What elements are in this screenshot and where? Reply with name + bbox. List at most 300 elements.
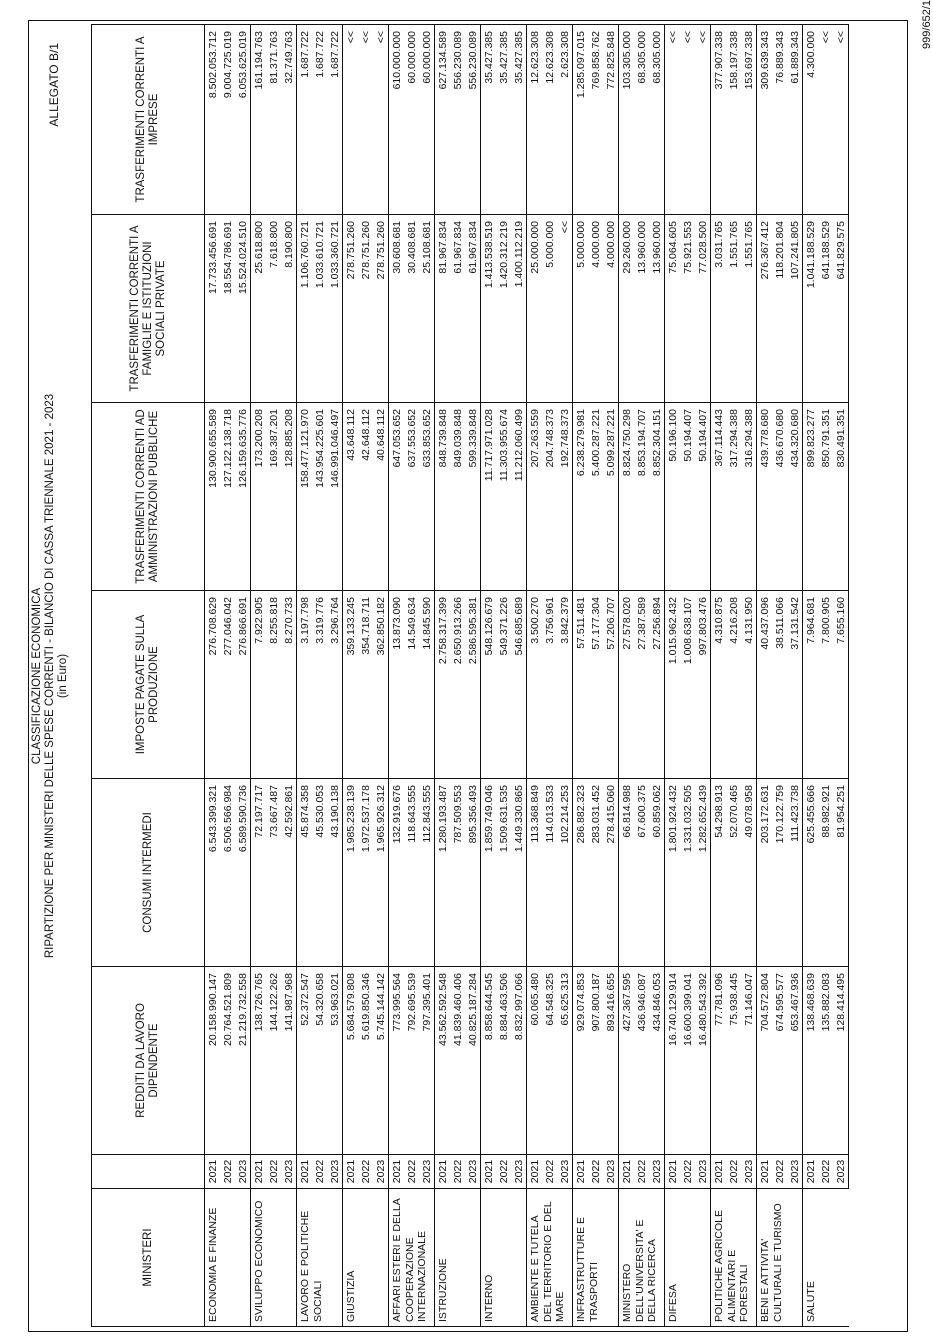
value-cell: << <box>343 25 359 215</box>
value-cell: 13.960.000 <box>634 215 649 403</box>
value-cell: 113.368.849 <box>527 779 543 967</box>
year-cell: 2021 <box>803 1155 819 1189</box>
table-row <box>266 25 281 1327</box>
table-row <box>833 25 849 1327</box>
value-cell: 436.670.680 <box>772 403 787 591</box>
value-cell: 130.900.655.589 <box>205 403 221 591</box>
value-cell: 112.843.555 <box>419 779 435 967</box>
year-cell: 2021 <box>251 1155 267 1189</box>
year-cell: 2023 <box>833 1155 849 1189</box>
value-cell: 1.551.765 <box>741 215 757 403</box>
table-row <box>619 25 635 1327</box>
value-cell: 29.260.000 <box>619 215 635 403</box>
value-cell: 276.866.691 <box>235 591 251 779</box>
heading-title: RIPARTIZIONE PER MINISTERI DELLE SPESE CORRENTI - BILANCIO DI CASSA TRIENNALE 2021 - 2023 <box>44 393 56 959</box>
value-cell: 3.319.776 <box>312 591 327 779</box>
table-row <box>419 25 435 1327</box>
value-cell: 1.015.962.432 <box>665 591 681 779</box>
year-cell: 2023 <box>373 1155 389 1189</box>
value-cell: 769.858.762 <box>588 25 603 215</box>
value-cell: << <box>680 25 695 215</box>
table-row <box>297 25 313 1327</box>
column-header <box>92 1155 205 1189</box>
year-cell: 2021 <box>573 1155 589 1189</box>
year-cell: 2022 <box>266 1155 281 1189</box>
value-cell: 377.907.338 <box>711 25 727 215</box>
value-cell: 161.194.763 <box>251 25 267 215</box>
value-cell: 12.623.308 <box>542 25 557 215</box>
year-cell: 2021 <box>619 1155 635 1189</box>
value-cell: 53.963.021 <box>327 967 343 1155</box>
value-cell: 5.400.287.221 <box>588 403 603 591</box>
value-cell: 1.965.926.312 <box>373 779 389 967</box>
year-cell: 2023 <box>465 1155 481 1189</box>
table-row <box>205 25 221 1327</box>
value-cell: 77.781.096 <box>711 967 727 1155</box>
value-cell: 45.530.053 <box>312 779 327 967</box>
year-cell: 2022 <box>450 1155 465 1189</box>
value-cell: 8.502.053.712 <box>205 25 221 215</box>
year-cell: 2022 <box>772 1155 787 1189</box>
value-cell: 27.387.589 <box>634 591 649 779</box>
value-cell: 929.074.853 <box>573 967 589 1155</box>
value-cell: 27.578.020 <box>619 591 635 779</box>
value-cell: 3.756.961 <box>542 591 557 779</box>
value-cell: 11.303.955.674 <box>496 403 511 591</box>
table-row <box>435 25 451 1327</box>
value-cell: 359.133.245 <box>343 591 359 779</box>
value-cell: 9.004.725.019 <box>220 25 235 215</box>
value-cell: 75.921.553 <box>680 215 695 403</box>
column-header: TRASFERIMENTI CORRENTI AD AMMINISTRAZIONI PUBBLICHE <box>92 403 205 591</box>
value-cell: 1.972.537.178 <box>358 779 373 967</box>
ministry-name: INFRASTRUTTURE E TRASPORTI <box>573 1189 619 1327</box>
value-cell: 54.298.913 <box>711 779 727 967</box>
expenses-table <box>91 24 849 1327</box>
value-cell: 25.618.800 <box>251 215 267 403</box>
value-cell: 278.751.260 <box>343 215 359 403</box>
value-cell: << <box>373 25 389 215</box>
value-cell: 76.889.343 <box>772 25 787 215</box>
year-cell: 2021 <box>665 1155 681 1189</box>
value-cell: 114.013.533 <box>542 779 557 967</box>
value-cell: 1.509.631.535 <box>496 779 511 967</box>
value-cell: 309.639.343 <box>757 25 773 215</box>
value-cell: 8.824.750.298 <box>619 403 635 591</box>
value-cell: 5.000.000 <box>542 215 557 403</box>
value-cell: << <box>557 215 573 403</box>
value-cell: 4.216.208 <box>726 591 741 779</box>
year-cell: 2023 <box>787 1155 803 1189</box>
table-row <box>481 25 497 1327</box>
value-cell: 830.491.351 <box>833 403 849 591</box>
value-cell: 16.480.543.392 <box>695 967 711 1155</box>
value-cell: 138.468.639 <box>803 967 819 1155</box>
value-cell: 6.506.566.984 <box>220 779 235 967</box>
ministry-name: GIUSTIZIA <box>343 1189 389 1327</box>
value-cell: 170.122.759 <box>772 779 787 967</box>
table-heading <box>31 21 70 1331</box>
allegato-label: ALLEGATO B/1 <box>47 43 61 127</box>
value-cell: 65.625.313 <box>557 967 573 1155</box>
year-cell: 2021 <box>481 1155 497 1189</box>
table-row <box>787 25 803 1327</box>
ministry-name: AMBIENTE E TUTELA DEL TERRITORIO E DEL MARE <box>527 1189 573 1327</box>
column-header: REDDITI DA LAVORO DIPENDENTE <box>92 967 205 1155</box>
heading-unit: (in Euro) <box>57 653 69 699</box>
value-cell: 52.372.547 <box>297 967 313 1155</box>
value-cell: 5.099.287.221 <box>603 403 619 591</box>
value-cell: 3.296.764 <box>327 591 343 779</box>
table-row <box>465 25 481 1327</box>
table-row <box>450 25 465 1327</box>
value-cell: 4.000.000 <box>588 215 603 403</box>
value-cell: 30.408.681 <box>404 215 419 403</box>
table-row <box>726 25 741 1327</box>
value-cell: << <box>665 25 681 215</box>
table-row <box>757 25 773 1327</box>
table-row <box>404 25 419 1327</box>
value-cell: 40.825.187.284 <box>465 967 481 1155</box>
value-cell: 16.600.399.041 <box>680 967 695 1155</box>
table-row <box>373 25 389 1327</box>
value-cell: 1.449.330.865 <box>511 779 527 967</box>
value-cell: 1.687.722 <box>327 25 343 215</box>
value-cell: 207.263.559 <box>527 403 543 591</box>
value-cell: 893.416.655 <box>603 967 619 1155</box>
value-cell: 895.356.493 <box>465 779 481 967</box>
value-cell: 132.919.676 <box>389 779 405 967</box>
value-cell: 8.884.463.506 <box>496 967 511 1155</box>
value-cell: 362.850.182 <box>373 591 389 779</box>
value-cell: 14.549.634 <box>404 591 419 779</box>
value-cell: 43.648.112 <box>343 403 359 591</box>
value-cell: 13.960.000 <box>649 215 665 403</box>
value-cell: 546.685.689 <box>511 591 527 779</box>
value-cell: 556.230.089 <box>450 25 465 215</box>
value-cell: 12.623.308 <box>527 25 543 215</box>
value-cell: 1.985.238.139 <box>343 779 359 967</box>
value-cell: 77.028.500 <box>695 215 711 403</box>
value-cell: 43.190.138 <box>327 779 343 967</box>
value-cell: 75.064.605 <box>665 215 681 403</box>
table-row <box>772 25 787 1327</box>
value-cell: 7.800.905 <box>818 591 833 779</box>
value-cell: 20.764.521.809 <box>220 967 235 1155</box>
table-row <box>573 25 589 1327</box>
value-cell: 158.477.121.970 <box>297 403 313 591</box>
value-cell: 66.814.988 <box>619 779 635 967</box>
value-cell: 128.885.208 <box>281 403 297 591</box>
value-cell: 138.726.765 <box>251 967 267 1155</box>
value-cell: 7.618.800 <box>266 215 281 403</box>
value-cell: 192.748.373 <box>557 403 573 591</box>
value-cell: 1.400.112.219 <box>511 215 527 403</box>
value-cell: 68.305.000 <box>634 25 649 215</box>
table-row <box>741 25 757 1327</box>
value-cell: 13.873.090 <box>389 591 405 779</box>
value-cell: 102.214.253 <box>557 779 573 967</box>
value-cell: 317.294.388 <box>726 403 741 591</box>
value-cell: 25.000.000 <box>527 215 543 403</box>
value-cell: 653.467.936 <box>787 967 803 1155</box>
value-cell: 1.859.749.046 <box>481 779 497 967</box>
value-cell: 42.592.861 <box>281 779 297 967</box>
value-cell: 850.791.351 <box>818 403 833 591</box>
value-cell: 8.852.304.151 <box>649 403 665 591</box>
value-cell: 5.745.144.142 <box>373 967 389 1155</box>
value-cell: 143.954.225.601 <box>312 403 327 591</box>
value-cell: 1.420.312.219 <box>496 215 511 403</box>
value-cell: 27.256.894 <box>649 591 665 779</box>
value-cell: << <box>358 25 373 215</box>
ministry-name: MINISTERO DELL'UNIVERSITA' E DELLA RICERCA <box>619 1189 665 1327</box>
table-row <box>665 25 681 1327</box>
value-cell: 997.803.476 <box>695 591 711 779</box>
column-header: CONSUMI INTERMEDI <box>92 779 205 967</box>
value-cell: 627.134.589 <box>435 25 451 215</box>
value-cell: 61.967.834 <box>450 215 465 403</box>
value-cell: 40.437.096 <box>757 591 773 779</box>
table-row <box>603 25 619 1327</box>
value-cell: 278.751.260 <box>358 215 373 403</box>
value-cell: 38.511.066 <box>772 591 787 779</box>
value-cell: 1.687.722 <box>297 25 313 215</box>
value-cell: 32.749.763 <box>281 25 297 215</box>
value-cell: 772.825.848 <box>603 25 619 215</box>
value-cell: 128.414.495 <box>833 967 849 1155</box>
value-cell: 60.065.480 <box>527 967 543 1155</box>
value-cell: 64.548.325 <box>542 967 557 1155</box>
value-cell: 57.511.481 <box>573 591 589 779</box>
value-cell: 11.717.971.028 <box>481 403 497 591</box>
table-row <box>220 25 235 1327</box>
value-cell: 4.310.875 <box>711 591 727 779</box>
value-cell: 8.255.818 <box>266 591 281 779</box>
column-header: TRASFERIMENTI CORRENTI A FAMIGLIE E ISTITUZIONI SOCIALI PRIVATE <box>92 215 205 403</box>
value-cell: 367.114.443 <box>711 403 727 591</box>
value-cell: 20.158.990.147 <box>205 967 221 1155</box>
value-cell: 60.859.062 <box>649 779 665 967</box>
value-cell: 57.177.304 <box>588 591 603 779</box>
value-cell: 625.455.666 <box>803 779 819 967</box>
value-cell: 641.829.575 <box>833 215 849 403</box>
value-cell: 6.589.590.736 <box>235 779 251 967</box>
year-cell: 2022 <box>542 1155 557 1189</box>
value-cell: 4.300.000 <box>803 25 819 215</box>
ministry-name: SVILUPPO ECONOMICO <box>251 1189 297 1327</box>
value-cell: 1.033.360.721 <box>327 215 343 403</box>
value-cell: 40.648.112 <box>373 403 389 591</box>
value-cell: 153.697.338 <box>741 25 757 215</box>
year-cell: 2023 <box>511 1155 527 1189</box>
year-cell: 2021 <box>343 1155 359 1189</box>
value-cell: 1.008.638.107 <box>680 591 695 779</box>
value-cell: 3.500.270 <box>527 591 543 779</box>
value-cell: 16.740.129.914 <box>665 967 681 1155</box>
value-cell: 61.889.343 <box>787 25 803 215</box>
value-cell: 118.201.804 <box>772 215 787 403</box>
value-cell: 169.387.201 <box>266 403 281 591</box>
value-cell: 647.053.652 <box>389 403 405 591</box>
value-cell: 641.188.529 <box>818 215 833 403</box>
value-cell: 849.039.848 <box>450 403 465 591</box>
ministry-name: LAVORO E POLITICHE SOCIALI <box>297 1189 343 1327</box>
ministry-name: DIFESA <box>665 1189 711 1327</box>
value-cell: 848.739.848 <box>435 403 451 591</box>
value-cell: 1.285.097.015 <box>573 25 589 215</box>
value-cell: 278.751.260 <box>373 215 389 403</box>
value-cell: 1.687.722 <box>312 25 327 215</box>
value-cell: 72.197.717 <box>251 779 267 967</box>
year-cell: 2022 <box>634 1155 649 1189</box>
value-cell: 35.427.385 <box>511 25 527 215</box>
year-cell: 2021 <box>297 1155 313 1189</box>
value-cell: 30.608.681 <box>389 215 405 403</box>
value-cell: 1.282.652.439 <box>695 779 711 967</box>
year-cell: 2021 <box>435 1155 451 1189</box>
table-row <box>496 25 511 1327</box>
value-cell: 278.415.060 <box>603 779 619 967</box>
year-cell: 2022 <box>220 1155 235 1189</box>
value-cell: 3.842.379 <box>557 591 573 779</box>
value-cell: 637.553.652 <box>404 403 419 591</box>
year-cell: 2023 <box>419 1155 435 1189</box>
year-cell: 2022 <box>496 1155 511 1189</box>
table-row <box>327 25 343 1327</box>
value-cell: 899.823.277 <box>803 403 819 591</box>
year-cell: 2023 <box>603 1155 619 1189</box>
table-row <box>542 25 557 1327</box>
value-cell: 144.122.262 <box>266 967 281 1155</box>
value-cell: 60.000.000 <box>404 25 419 215</box>
value-cell: 41.839.460.406 <box>450 967 465 1155</box>
value-cell: 436.946.087 <box>634 967 649 1155</box>
value-cell: 6.238.279.981 <box>573 403 589 591</box>
value-cell: 427.367.595 <box>619 967 635 1155</box>
value-cell: 787.509.553 <box>450 779 465 967</box>
year-cell: 2023 <box>557 1155 573 1189</box>
table-frame <box>28 20 908 1332</box>
ministry-name: AFFARI ESTERI E DELLA COOPERAZIONE INTERNAZIONALE <box>389 1189 435 1327</box>
table-row <box>511 25 527 1327</box>
value-cell: 71.146.047 <box>741 967 757 1155</box>
value-cell: 7.922.905 <box>251 591 267 779</box>
table-row <box>680 25 695 1327</box>
value-cell: 21.219.732.558 <box>235 967 251 1155</box>
value-cell: 354.718.711 <box>358 591 373 779</box>
value-cell: 111.423.738 <box>787 779 803 967</box>
value-cell: 276.367.412 <box>757 215 773 403</box>
value-cell: 68.305.000 <box>649 25 665 215</box>
table-row <box>235 25 251 1327</box>
value-cell: 57.206.707 <box>603 591 619 779</box>
value-cell: 276.708.629 <box>205 591 221 779</box>
year-cell: 2022 <box>680 1155 695 1189</box>
value-cell: 204.748.373 <box>542 403 557 591</box>
value-cell: 73.667.487 <box>266 779 281 967</box>
value-cell: 8.270.733 <box>281 591 297 779</box>
value-cell: 549.371.226 <box>496 591 511 779</box>
value-cell: 35.427.385 <box>496 25 511 215</box>
value-cell: 5.000.000 <box>573 215 589 403</box>
value-cell: 127.122.138.718 <box>220 403 235 591</box>
value-cell: 8.858.644.545 <box>481 967 497 1155</box>
value-cell: 81.954.251 <box>833 779 849 967</box>
value-cell: 18.554.786.691 <box>220 215 235 403</box>
value-cell: 158.197.338 <box>726 25 741 215</box>
value-cell: 6.053.625.019 <box>235 25 251 215</box>
year-cell: 2022 <box>588 1155 603 1189</box>
column-header: TRASFERIMENTI CORRENTI A IMPRESE <box>92 25 205 215</box>
value-cell: 67.600.375 <box>634 779 649 967</box>
value-cell: 8.190.800 <box>281 215 297 403</box>
value-cell: 2.586.595.381 <box>465 591 481 779</box>
value-cell: 35.427.385 <box>481 25 497 215</box>
value-cell: 7.964.681 <box>803 591 819 779</box>
value-cell: 704.572.804 <box>757 967 773 1155</box>
header-row <box>92 25 205 1327</box>
value-cell: 439.778.680 <box>757 403 773 591</box>
value-cell: 81.371.763 <box>266 25 281 215</box>
value-cell: 3.197.798 <box>297 591 313 779</box>
value-cell: 50.196.100 <box>665 403 681 591</box>
year-cell: 2021 <box>757 1155 773 1189</box>
value-cell: 2.650.913.266 <box>450 591 465 779</box>
value-cell: 8.853.194.707 <box>634 403 649 591</box>
value-cell: 49.078.958 <box>741 779 757 967</box>
value-cell: 1.280.193.487 <box>435 779 451 967</box>
year-cell: 2023 <box>327 1155 343 1189</box>
table-row <box>389 25 405 1327</box>
value-cell: 3.031.765 <box>711 215 727 403</box>
table-row <box>251 25 267 1327</box>
year-cell: 2023 <box>649 1155 665 1189</box>
value-cell: 75.938.445 <box>726 967 741 1155</box>
table-row <box>527 25 543 1327</box>
value-cell: 88.982.921 <box>818 779 833 967</box>
year-cell: 2023 <box>695 1155 711 1189</box>
value-cell: 146.991.046.497 <box>327 403 343 591</box>
value-cell: 50.194.407 <box>695 403 711 591</box>
value-cell: 674.595.577 <box>772 967 787 1155</box>
year-cell: 2021 <box>389 1155 405 1189</box>
value-cell: 1.801.924.432 <box>665 779 681 967</box>
value-cell: << <box>695 25 711 215</box>
value-cell: 548.126.679 <box>481 591 497 779</box>
table-row <box>695 25 711 1327</box>
value-cell: 126.159.635.776 <box>235 403 251 591</box>
heading-classification: CLASSIFICAZIONE ECONOMICA <box>31 587 43 765</box>
table-row <box>818 25 833 1327</box>
table-row <box>281 25 297 1327</box>
table-row <box>588 25 603 1327</box>
year-cell: 2023 <box>741 1155 757 1189</box>
value-cell: 15.524.024.510 <box>235 215 251 403</box>
value-cell: 37.131.542 <box>787 591 803 779</box>
value-cell: 61.967.834 <box>465 215 481 403</box>
table-body <box>205 25 849 1327</box>
value-cell: 43.562.592.548 <box>435 967 451 1155</box>
value-cell: 1.413.538.519 <box>481 215 497 403</box>
value-cell: 773.995.564 <box>389 967 405 1155</box>
value-cell: 277.046.042 <box>220 591 235 779</box>
value-cell: 610.000.000 <box>389 25 405 215</box>
year-cell: 2023 <box>235 1155 251 1189</box>
table-row <box>312 25 327 1327</box>
value-cell: 52.070.465 <box>726 779 741 967</box>
value-cell: 54.320.658 <box>312 967 327 1155</box>
